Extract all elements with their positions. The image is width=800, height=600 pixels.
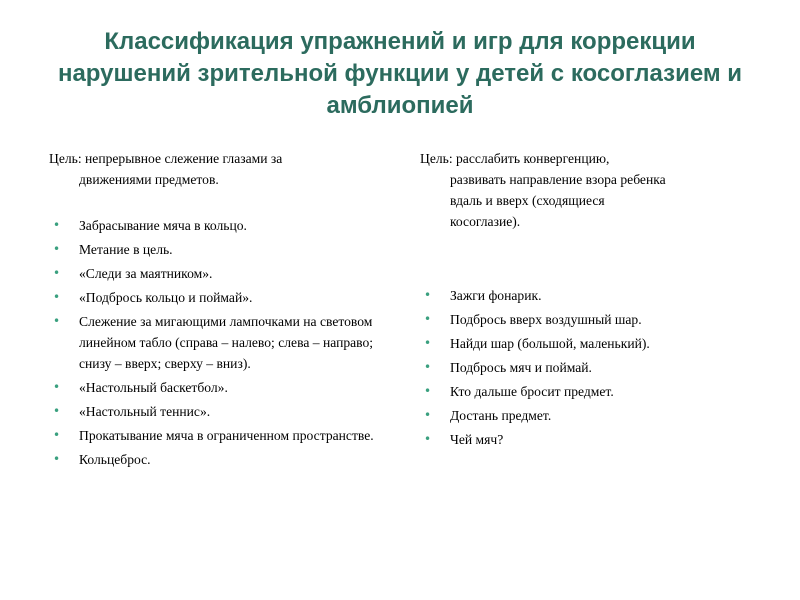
list-item: • Забрасывание мяча в кольцо. — [49, 215, 394, 236]
list-item: • Кто дальше бросит предмет. — [420, 381, 760, 402]
list-item: • Кольцеброс. — [49, 449, 394, 470]
left-goal-line-1: Цель: непрерывное слежение глазами за — [49, 151, 283, 166]
left-column — [49, 148, 394, 473]
bullet-icon: • — [53, 428, 61, 442]
bullet-icon: • — [424, 360, 432, 374]
bullet-icon: • — [424, 432, 432, 446]
bullet-icon: • — [53, 242, 61, 256]
list-item: • Подбрось мяч и поймай. — [420, 357, 760, 378]
list-item: • Чей мяч? — [420, 429, 760, 450]
list-item: • «Следи за маятником». — [49, 263, 394, 284]
list-item: • Найди шар (большой, маленький). — [420, 333, 760, 354]
slide-title: Классификация упражнений и игр для коррекции нарушений зрительной функции у детей с косоглазием и амблиопией — [57, 28, 743, 119]
list-item: • Достань предмет. — [420, 405, 760, 426]
bullet-icon: • — [424, 312, 432, 326]
bullet-icon: • — [424, 288, 432, 302]
bullet-icon: • — [53, 404, 61, 418]
right-goal-line-2: развивать направление взора ребенка — [450, 172, 666, 187]
right-goal-line-1: Цель: расслабить конвергенцию, — [420, 151, 610, 166]
bullet-icon: • — [53, 218, 61, 232]
bullet-icon: • — [424, 384, 432, 398]
list-item: • Прокатывание мяча в ограниченном пространстве. — [49, 425, 394, 446]
left-goal-line-2: движениями предметов. — [79, 172, 219, 187]
right-exercise-list — [420, 285, 760, 450]
bullet-icon: • — [53, 266, 61, 280]
bullet-icon: • — [53, 314, 61, 328]
left-goal — [49, 148, 394, 190]
list-item: • Метание в цель. — [49, 239, 394, 260]
right-goal-line-3: вдаль и вверх (сходящиеся — [450, 193, 605, 208]
list-item: • Зажги фонарик. — [420, 285, 760, 306]
list-item: • «Настольный теннис». — [49, 401, 394, 422]
right-column — [420, 148, 760, 453]
bullet-icon: • — [53, 380, 61, 394]
list-item: • «Подбрось кольцо и поймай». — [49, 287, 394, 308]
right-goal-line-4: косоглазие). — [450, 214, 521, 229]
bullet-icon: • — [53, 452, 61, 466]
right-goal — [420, 148, 760, 232]
bullet-icon: • — [53, 290, 61, 304]
list-item: • «Настольный баскетбол». — [49, 377, 394, 398]
bullet-icon: • — [424, 336, 432, 350]
list-item: • Подбрось вверх воздушный шар. — [420, 309, 760, 330]
bullet-icon: • — [424, 408, 432, 422]
left-exercise-list — [49, 215, 394, 470]
list-item: • Слежение за мигающими лампочками на световом линейном табло (справа – налево; слева – направо; снизу – вверх; сверху – вниз). — [49, 311, 394, 374]
